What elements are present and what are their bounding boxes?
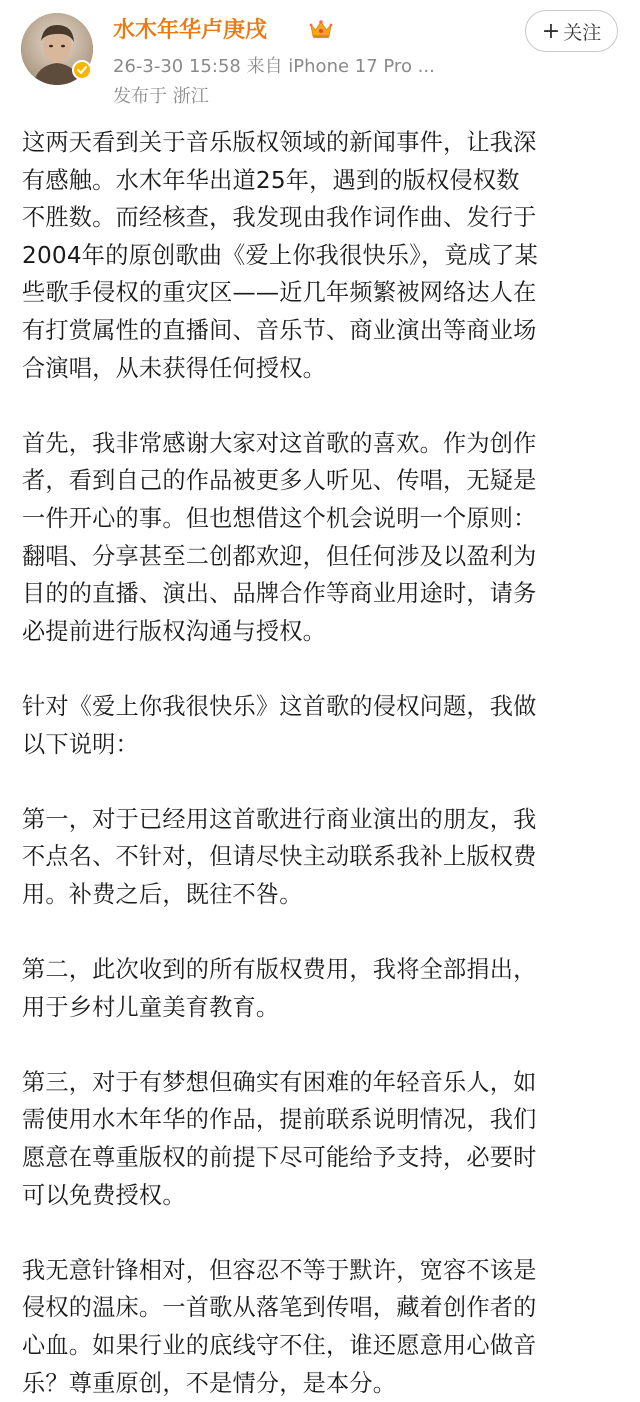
post-paragraph: 这两天看到关于音乐版权领域的新闻事件，让我深 有感触。水木年华出道25年，遇到的版权侵权数 不胜数。而经核查，我发现由我作词作曲、发行于 2004年的原创歌曲《爱上你我很快乐》，竟成了某 些歌手侵权的重灾区——近几年频繁被网络达人在 有打赏属性的直播间、音乐节、商业演出等商业场 合演唱，从未获得任何授权。 [22,129,538,382]
follow-button[interactable] [525,10,618,52]
verified-badge-icon [72,60,92,80]
post-paragraph: 第三，对于有梦想但确实有困难的年轻音乐人，如 需使用水木年华的作品，提前联系说明情况，我们 愿意在尊重版权的前提下尽可能给予支持，必要时 可以免费授权。 [22,1068,537,1209]
post-location: 发布于 浙江 [113,86,209,107]
follow-button-label: 关注 [563,21,602,44]
post-header [0,0,640,112]
author-name[interactable]: 水木年华卢庚戌 [113,18,268,43]
post-paragraph: 首先，我非常感谢大家对这首歌的喜欢。作为创作 者，看到自己的作品被更多人听见、传唱，无疑是 一件开心的事。但也想借这个机会说明一个原则： 翻唱、分享甚至二创都欢迎，但任何涉及以盈利为 目的的直播、演出、品牌合作等商业用途时，请务 必提前进行版权沟通与授权。 [22,429,537,645]
plus-icon: + [541,18,561,44]
post-body [22,124,622,1402]
post-paragraph: 第二，此次收到的所有版权费用，我将全部捐出， 用于乡村儿童美育教育。 [22,956,537,1021]
post-paragraph: 我无意针锋相对，但容忍不等于默许，宽容不该是 侵权的温床。一首歌从落笔到传唱，藏着创作者的 心血。如果行业的底线守不住，谁还愿意用心做音 乐？尊重原创，不是情分，是本分。 [22,1256,537,1397]
post-meta: 26-3-30 15:58 来自 iPhone 17 Pro ... [113,56,435,77]
post-paragraph: 第一，对于已经用这首歌进行商业演出的朋友，我 不点名、不针对，但请尽快主动联系我补上版权费 用。补费之后，既往不咎。 [22,805,537,908]
post-paragraph: 针对《爱上你我很快乐》这首歌的侵权问题，我做 以下说明： [22,692,537,758]
crown-icon [308,18,334,40]
